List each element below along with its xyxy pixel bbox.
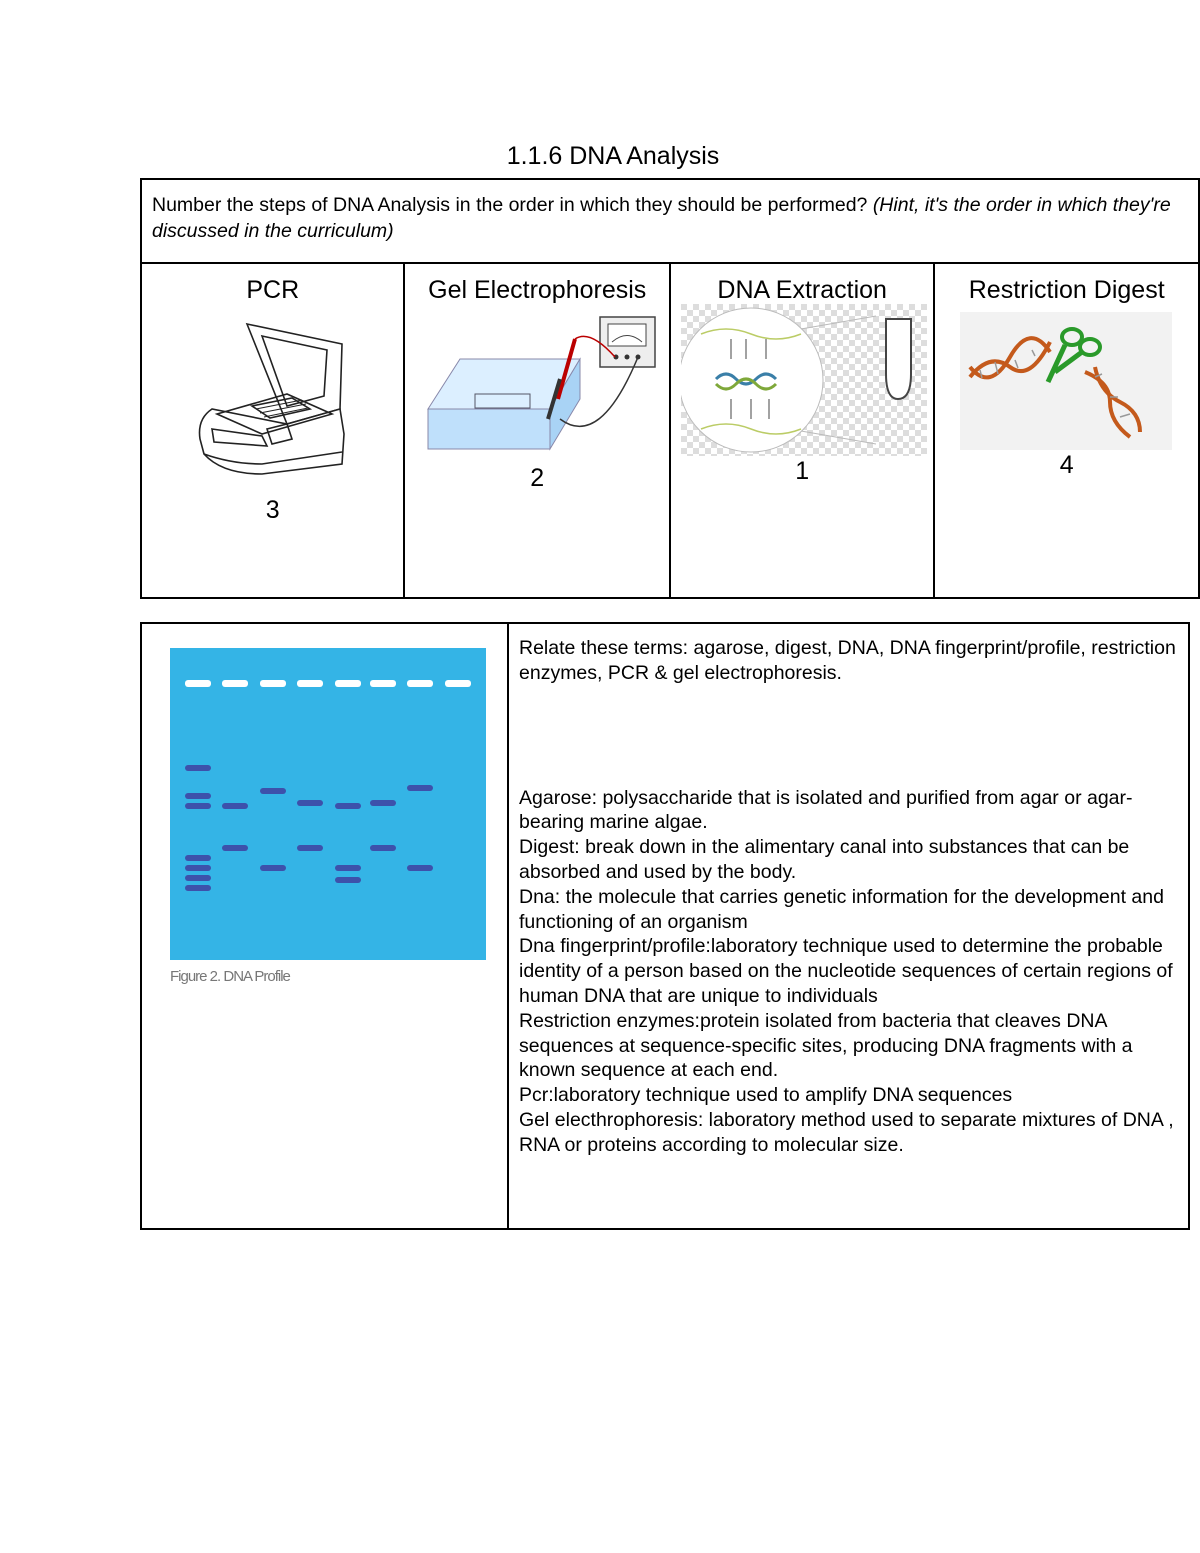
step-number: 2 [530,464,545,492]
gel-well [185,680,211,687]
gel-box-icon [420,309,660,459]
gel-band [185,855,211,861]
terms-table [140,622,1190,1230]
definition-item: Digest: break down in the alimentary canal into substances that can be absorbed and used by the body. [519,836,1130,883]
gel-band [222,845,248,851]
definitions-list [519,786,1178,1158]
step-number: 3 [265,496,280,524]
question-text: Number the steps of DNA Analysis in the order in which they should be performed? [152,194,868,216]
gel-band [297,845,323,851]
gel-band [335,865,361,871]
definition-item: Pcr:laboratory technique used to amplify DNA sequences [519,1084,1013,1107]
gel-band [407,865,433,871]
gel-band [407,785,433,791]
question-hint: (Hint, it's the order in which they're discussed in the curriculum) [152,194,1171,242]
figure-caption: Figure 2. DNA Profile [170,968,290,985]
gel-figure [170,648,486,960]
step-restriction-digest [934,263,1199,598]
gel-band [370,800,396,806]
steps-table [140,178,1200,599]
gel-band [297,800,323,806]
step-label: PCR [246,276,300,304]
gel-well [407,680,433,687]
definition-item: Gel electhrophoresis: laboratory method used to separate mixtures of DNA , RNA or proteins according to molecular size. [519,1108,1174,1156]
gel-well [222,680,248,687]
step-pcr [141,263,404,598]
figure-cell [141,623,508,1229]
dna-scissors-icon [960,312,1172,450]
definition-item: Agarose: polysaccharide that is isolated and purified from agar or agar-bearing marine algae. [519,786,1133,834]
dna-extraction-icon [681,304,927,456]
gel-band [370,845,396,851]
gel-band [185,803,211,809]
thermocycler-icon [192,314,352,484]
gel-well [370,680,396,687]
step-dna-extraction [670,263,934,598]
gel-well [297,680,323,687]
gel-band [185,875,211,881]
gel-band [185,765,211,771]
step-number: 4 [1059,451,1074,479]
gel-band [185,865,211,871]
terms-cell [508,623,1189,1229]
definition-item: Dna: the molecule that carries genetic information for the development and functioning of an organism [519,885,1164,933]
gel-band [260,865,286,871]
step-number: 1 [795,457,810,485]
page-title: 1.1.6 DNA Analysis [506,142,720,170]
gel-well [260,680,286,687]
gel-well [445,680,471,687]
step-gel-electrophoresis [404,263,669,598]
step-label: Gel Electrophoresis [428,276,647,304]
question-cell [141,179,1199,263]
gel-band [185,885,211,891]
step-label: DNA Extraction [717,276,887,304]
gel-well [335,680,361,687]
definition-item: Restriction enzymes:protein isolated from bacteria that cleaves DNA sequences at sequence-specific sites, producing DNA fragments with a known sequence at each end. [519,1009,1133,1082]
gel-band [335,877,361,883]
gel-band [185,793,211,799]
gel-band [260,788,286,794]
definition-item: Dna fingerprint/profile:laboratory technique used to determine the probable identity of a person based on the nucleotide sequences of certain regions of human DNA that are unique to individuals [519,935,1173,1007]
gel-background [170,648,486,960]
step-label: Restriction Digest [968,276,1165,304]
prompt-text: Relate these terms: agarose, digest, DNA, DNA fingerprint/profile, restriction enzymes, PCR & gel electrophoresis. [519,637,1176,684]
gel-band [222,803,248,809]
gel-band [335,803,361,809]
